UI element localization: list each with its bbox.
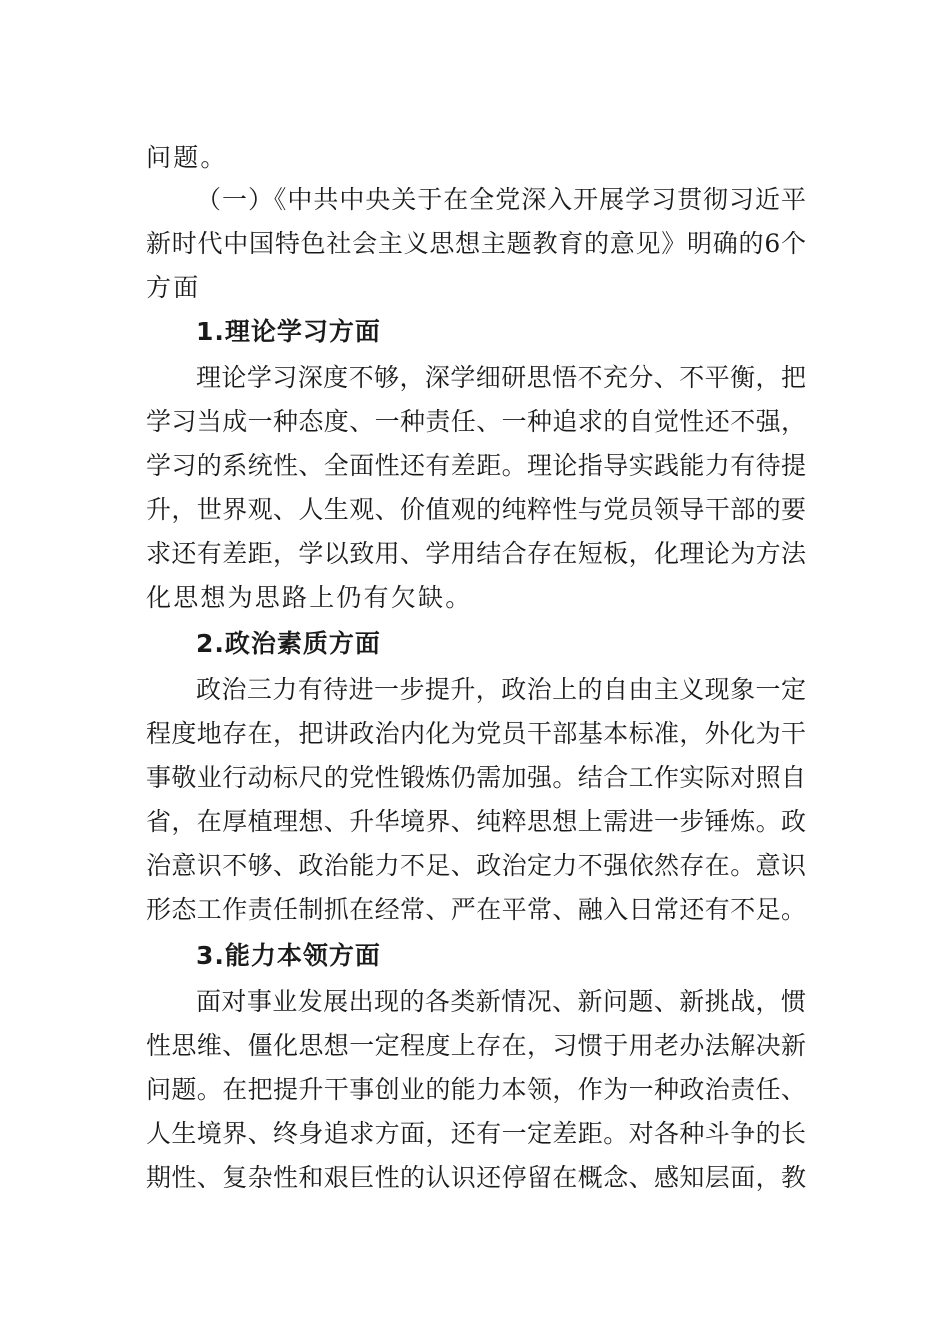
paragraph-line: 程度地存在，把讲政治内化为党员干部基本标准，外化为干 [146, 719, 806, 748]
heading-political-quality: 2.政治素质方面 [196, 629, 381, 658]
heading-theory-study: 1.理论学习方面 [196, 317, 381, 346]
paragraph-line: 期性、复杂性和艰巨性的认识还停留在概念、感知层面，教 [146, 1163, 806, 1192]
section-title-line: 方面 [146, 273, 201, 302]
paragraph-line: 问题。在把提升干事创业的能力本领，作为一种政治责任、 [146, 1075, 806, 1104]
paragraph-line: 学习的系统性、全面性还有差距。理论指导实践能力有待提 [146, 451, 806, 480]
text-line: 问题。 [146, 143, 228, 172]
paragraph-line: 性思维、僵化思想一定程度上存在，习惯于用老办法解决新 [146, 1031, 806, 1060]
paragraph-line: 理论学习深度不够，深学细研思悟不充分、不平衡，把 [196, 363, 806, 392]
paragraph-line: 政治三力有待进一步提升，政治上的自由主义现象一定 [196, 675, 806, 704]
paragraph-line: 人生境界、终身追求方面，还有一定差距。对各种斗争的长 [146, 1119, 806, 1148]
heading-ability-skills: 3.能力本领方面 [196, 941, 381, 970]
section-title-line: （一）《中共中央关于在全党深入开展学习贯彻习近平 [196, 185, 806, 214]
paragraph-line: 求还有差距，学以致用、学用结合存在短板，化理论为方法 [146, 539, 806, 568]
paragraph-line: 省，在厚植理想、升华境界、纯粹思想上需进一步锤炼。政 [146, 807, 806, 836]
section-title-line: 新时代中国特色社会主义思想主题教育的意见》明确的6个 [146, 229, 806, 258]
paragraph-line: 治意识不够、政治能力不足、政治定力不强依然存在。意识 [146, 851, 806, 880]
paragraph-line: 学习当成一种态度、一种责任、一种追求的自觉性还不强， [146, 407, 806, 436]
paragraph-line: 升，世界观、人生观、价值观的纯粹性与党员领导干部的要 [146, 495, 806, 524]
paragraph-line: 事敬业行动标尺的党性锻炼仍需加强。结合工作实际对照自 [146, 763, 806, 792]
paragraph-line: 形态工作责任制抓在经常、严在平常、融入日常还有不足。 [146, 895, 806, 924]
paragraph-line: 面对事业发展出现的各类新情况、新问题、新挑战，惯 [196, 987, 806, 1016]
paragraph-line: 化思想为思路上仍有欠缺。 [146, 583, 473, 612]
